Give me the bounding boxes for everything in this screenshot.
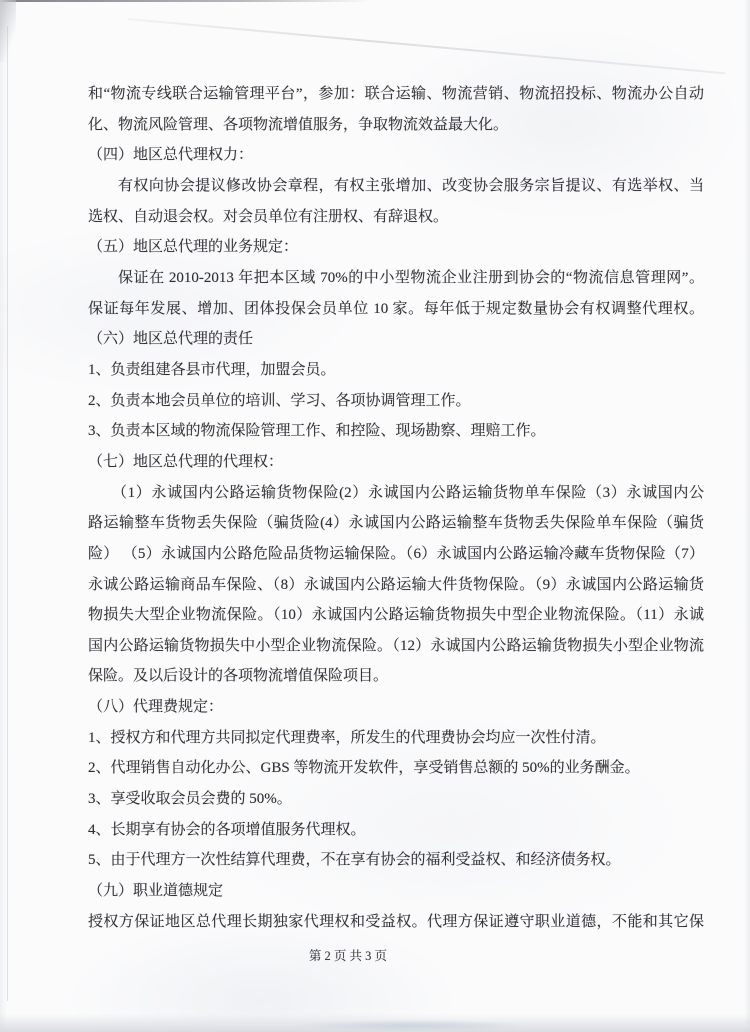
text-block (88, 79, 704, 937)
document-line: （六）地区总代理的责任 (88, 331, 254, 348)
document-line: （四）地区总代理权力： (88, 147, 254, 164)
document-line: （1）永诚国内公路运输货物保险(2）永诚国内公路运输货物单车保险（3）永诚国内公 (112, 484, 704, 501)
document-line: 路运输整车货物丢失保险（骗货险(4）永诚国内公路运输整车货物丢失保险单车保险（骗货 (88, 515, 704, 532)
document-line: 4、长期享有协会的各项增值服务代理权。 (88, 821, 366, 838)
document-line: 保证在 2010-2013 年把本区域 70%的中小型物流企业注册到协会的“物流信息管理网”。 (118, 269, 704, 286)
scan-top-edge-line (0, 0, 372, 2)
document-line: 授权方保证地区总代理长期独家代理权和受益权。代理方保证遵守职业道德，不能和其它保 (88, 913, 704, 930)
document-line: 物损失大型企业物流保险。（10）永诚国内公路运输货物损失中型企业物流保险。（11）永诚 (88, 607, 704, 624)
scan-bottom-smudge (298, 1020, 523, 1031)
document-line: 保证每年发展、增加、团体投保会员单位 10 家。每年低于规定数量协会有权调整代理权。 (88, 300, 704, 317)
document-line: （七）地区总代理的代理权： (88, 453, 284, 470)
document-line: 3、负责本区域的物流保险管理工作、和控险、现场勘察、理赔工作。 (88, 423, 546, 440)
document-line: 3、享受收取会员会费的 50%。 (88, 791, 292, 808)
document-line: （九）职业道德规定 (88, 883, 224, 900)
scan-right-edge-shading (744, 0, 750, 1032)
document-line: 2、负责本地会员单位的培训、学习、各项协调管理工作。 (88, 392, 471, 409)
scan-paper-edge-line (7, 26, 8, 1001)
document-line: （五）地区总代理的业务规定： (88, 239, 299, 256)
document-line: 有权向协会提议修改协会章程，有权主张增加、改变协会服务宗旨提议、有选举权、当 (118, 177, 704, 194)
scan-left-edge-shading (0, 0, 7, 1032)
document-line: 5、由于代理方一次性结算代理费，不在享有协会的福利受益权、和经济债务权。 (88, 852, 621, 869)
document-line: 选权、自动退会权。对会员单位有注册权、有辞退权。 (88, 208, 449, 225)
document-line: 国内公路运输货物损失中小型企业物流保险。（12）永诚国内公路运输货物损失小型企业物流 (88, 637, 704, 654)
document-line: 和“物流专线联合运输管理平台”，参加：联合运输、物流营销、物流招投标、物流办公自动 (88, 86, 704, 102)
scan-top-left-corner-shadow (0, 0, 16, 62)
document-line: （八）代理费规定： (88, 699, 224, 716)
scan-paper-crease (128, 18, 726, 74)
document-line: 永诚公路运输商品车保险、（8）永诚国内公路运输大件货物保险。（9）永诚国内公路运输货 (88, 576, 704, 593)
document-line: 化、物流风险管理、各项物流增值服务，争取物流效益最大化。 (88, 116, 509, 133)
footer-page-number: 第 2 页 共 3 页 (308, 949, 388, 963)
document-line: 险） （5）永诚国内公路危险品货物运输保险。（6）永诚国内公路运输冷藏车货物保险（7） (88, 545, 704, 562)
document-line: 2、代理销售自动化办公、GBS 等物流开发软件，享受销售总额的 50%的业务酬金。 (88, 760, 640, 777)
document-line: 1、负责组建各县市代理，加盟会员。 (88, 361, 336, 378)
document-line: 1、授权方和代理方共同拟定代理费率，所发生的代理费协会均应一次性付清。 (88, 729, 606, 746)
document-line: 保险。及以后设计的各项物流增值保险项目。 (88, 668, 389, 685)
